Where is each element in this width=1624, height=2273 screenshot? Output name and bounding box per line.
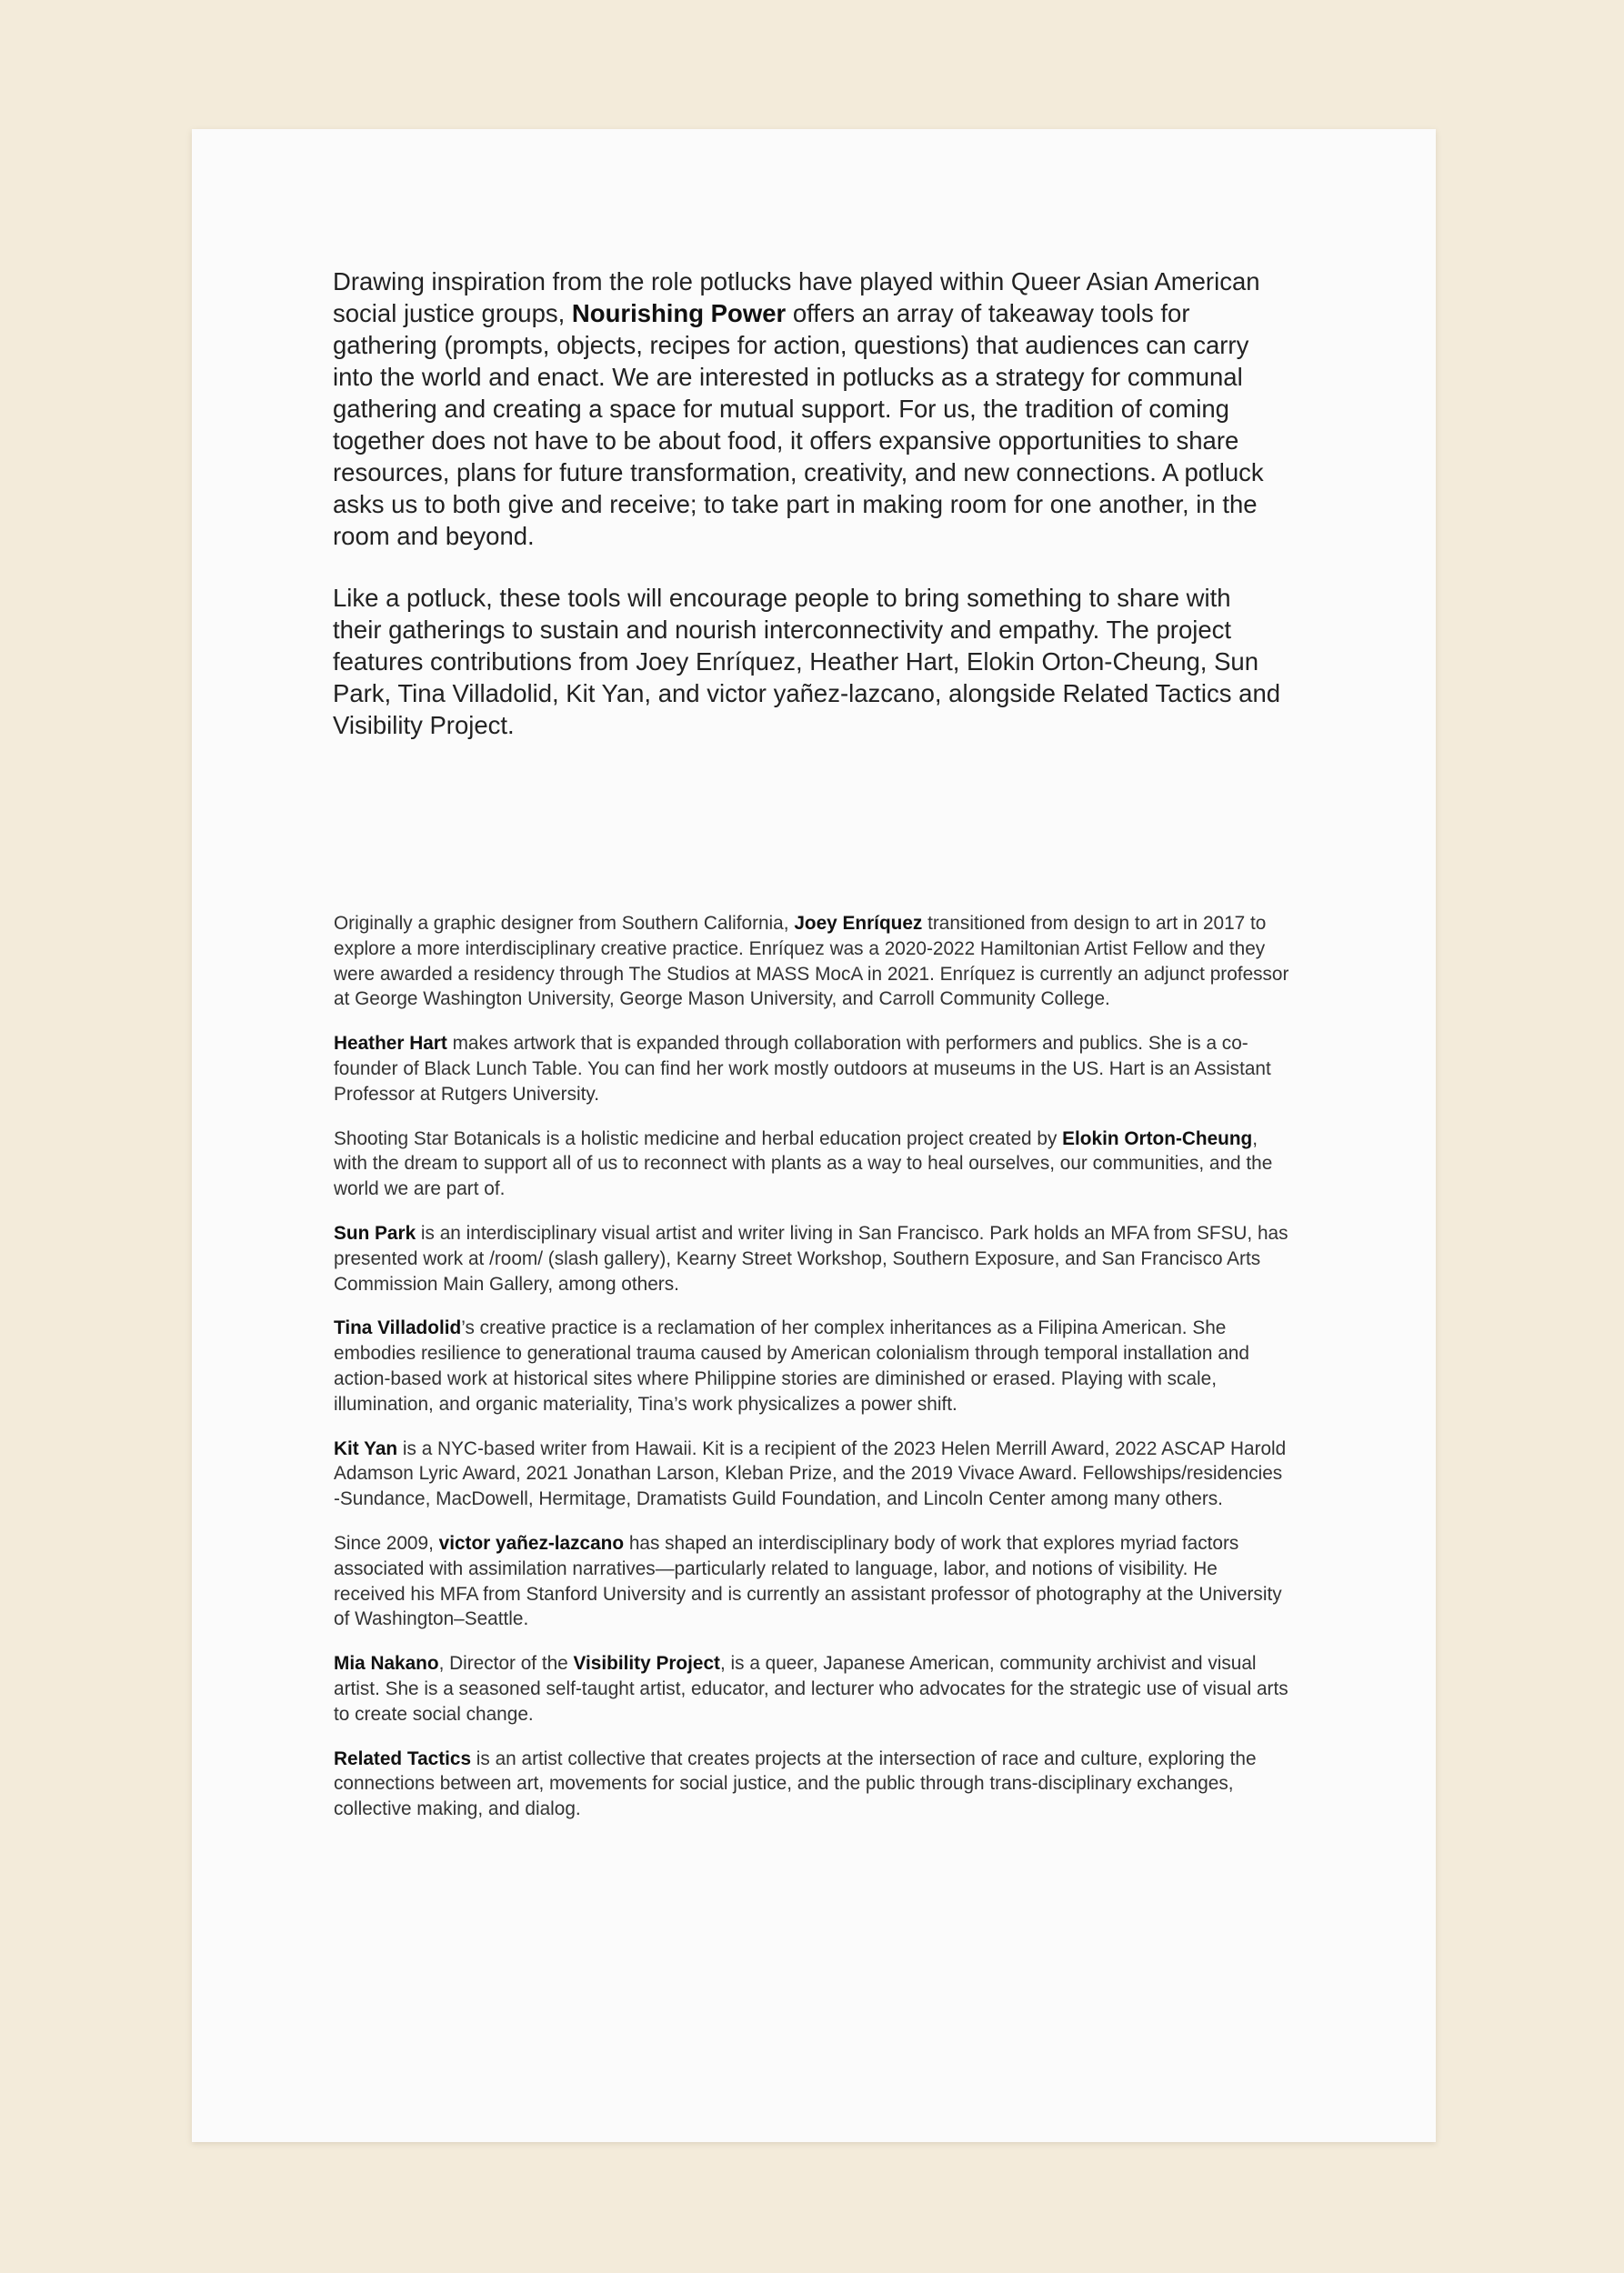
bio-tina-name: Tina Villadolid [334,1317,462,1339]
bio-heather-name: Heather Hart [334,1033,447,1055]
bio-victor-text-start: Since 2009, [334,1532,439,1554]
bio-mia-name: Mia Nakano [334,1653,439,1675]
bio-joey-enriquez [334,911,1290,1012]
bio-kit-name: Kit Yan [334,1437,398,1459]
bio-kit-yan [334,1437,1290,1512]
bio-joey-text-end: transitioned from design to art in 2017 to explore a more interdisciplinary creative practice. Enríquez was a 2020-2022 Hamiltonian Artist Fellow and they were awarded a residency through The Studios at MASS MocA in 2021. Enríquez is currently an adjunct professor at George Washington University, George Mason University, and Carroll Community College. [334,913,1289,1010]
bio-heather-hart [334,1031,1290,1106]
bio-victor-text-end: has shaped an interdisciplinary body of work that explores myriad factors associated with assimilation narratives—particularly related to language, labor, and notions of visibility. He received his MFA from Stanford University and is currently an assistant professor of photography at the University of Washington–Seattle. [334,1532,1282,1630]
bio-kit-text: is a NYC-based writer from Hawaii. Kit is a recipient of the 2023 Helen Merrill Award, 2022 ASCAP Harold Adamson Lyric Award, 2021 Jonathan Larson, Kleban Prize, and the 2019 Vivace Award. Fellowships/residencies -Sundance, MacDowell, Hermitage, Dramatists Guild Foundation, and Lincoln Center among many others. [334,1437,1287,1510]
intro-section [333,265,1282,771]
intro-paragraph-1 [333,265,1282,552]
bio-related-tactics [334,1747,1290,1822]
bio-tina-villadolid [334,1316,1290,1417]
bio-sun-text: is an interdisciplinary visual artist and writer living in San Francisco. Park holds an MFA from SFSU, has presented work at /room/ (slash gallery), Kearny Street Workshop, Southern Exposure, and San Francisco Arts Commission Main Gallery, among others. [334,1222,1288,1295]
bios-section [334,911,1290,1841]
intro-p1-text-end: offers an array of takeaway tools for gathering (prompts, objects, recipes for action, questions) that audiences can carry into the world and enact. We are interested in potlucks as a strategy for communal gathering and creating a space for mutual support. For us, the tradition of coming together does not have to be about food, it offers expansive opportunities to share resources, plans for future transformation, creativity, and new connections. A potluck asks us to both give and receive; to take part in making room for one another, in the room and beyond. [333,299,1264,550]
bio-mia-nakano [334,1651,1290,1727]
bio-related-text: is an artist collective that creates projects at the intersection of race and culture, exploring the connections between art, movements for social justice, and the public through trans-disciplinary exchanges, collective making, and dialog. [334,1747,1257,1820]
bio-mia-text-end: , is a queer, Japanese American, community archivist and visual artist. She is a seasoned self-taught artist, educator, and lecturer who advocates for the strategic use of visual arts to create social change. [334,1653,1288,1725]
bio-related-name: Related Tactics [334,1747,472,1769]
bio-tina-text: ’s creative practice is a reclamation of her complex inheritances as a Filipina American. She embodies resilience to generational trauma caused by American colonialism through temporal installation and action-based work at historical sites where Philippine stories are diminished or erased. Playing with scale, illumination, and organic materiality, Tina’s work physicalizes a power shift. [334,1317,1249,1415]
intro-p1-text-start: Drawing inspiration from the role potlucks have played within Queer Asian American social justice groups, [333,267,1260,327]
bio-joey-text-start: Originally a graphic designer from Southern California, [334,913,795,934]
bio-sun-park [334,1221,1290,1297]
bio-elokin-text-end: , with the dream to support all of us to reconnect with plants as a way to heal ourselves, our communities, and the world we are part of. [334,1127,1273,1200]
bio-victor-name: victor yañez-lazcano [438,1532,625,1554]
bio-heather-text: makes artwork that is expanded through collaboration with performers and publics. She is a co-founder of Black Lunch Table. You can find her work mostly outdoors at museums in the US. Hart is an Assistant Professor at Rutgers University. [334,1033,1271,1105]
bio-mia-text-middle: , Director of the [438,1653,574,1675]
bio-joey-name: Joey Enríquez [794,913,923,934]
bio-sun-name: Sun Park [334,1222,416,1244]
bio-elokin-orton-cheung [334,1126,1290,1202]
intro-paragraph-2: Like a potluck, these tools will encourage people to bring something to share with their gatherings to sustain and nourish interconnectivity and empathy. The project features contributions from Joey Enríquez, Heather Hart, Elokin Orton-Cheung, Sun Park, Tina Villadolid, Kit Yan, and victor yañez-lazcano, alongside Related Tactics and Visibility Project. [333,584,1281,739]
project-title: Nourishing Power [571,299,787,327]
bio-elokin-name: Elokin Orton-Cheung [1062,1127,1253,1149]
bio-victor-yanez-lazcano [334,1531,1290,1632]
bio-elokin-text-start: Shooting Star Botanicals is a holistic medicine and herbal education project created by [334,1127,1063,1149]
bio-mia-organization: Visibility Project [573,1653,720,1675]
